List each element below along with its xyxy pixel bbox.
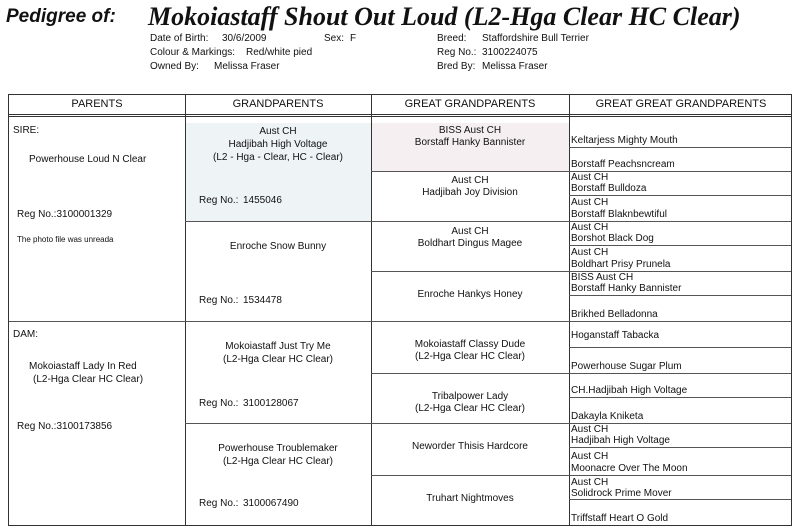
sire-reg: Reg No.:3100001329 — [17, 209, 113, 220]
gggp13-line2: Hadjibah High Voltage — [571, 435, 670, 446]
ggp6-line1: Tribalpower Lady — [431, 391, 509, 402]
gggp1-line1: Keltarjess Mighty Mouth — [571, 135, 678, 146]
gggp15-line2: Solidrock Prime Mover — [571, 488, 672, 499]
bredby-value: Melissa Fraser — [482, 61, 548, 72]
gp1-line3: (L2 - Hga - Clear, HC - Clear) — [212, 152, 344, 163]
ggp5-line1: Mokoiastaff Classy Dude — [414, 339, 526, 350]
sire-name: Powerhouse Loud N Clear — [29, 154, 147, 165]
gp3-reg: 3100128067 — [243, 398, 299, 409]
ggp2-line2: Hadjibah Joy Division — [422, 187, 518, 198]
ggp4-line1: Enroche Hankys Honey — [417, 289, 523, 300]
col-parents: PARENTS — [71, 98, 123, 110]
ggp1-line1: BISS Aust CH — [438, 125, 502, 136]
reg-value: 3100224075 — [482, 47, 538, 58]
gp2-reg: 1534478 — [243, 295, 282, 306]
gp3-line2: (L2-Hga Clear HC Clear) — [222, 354, 334, 365]
ggp8-line1: Truhart Nightmoves — [426, 493, 514, 504]
dob-value: 30/6/2009 — [222, 33, 267, 44]
gp1-reg: 1455046 — [243, 195, 282, 206]
col-great-great-grandparents: GREAT GREAT GRANDPARENTS — [595, 98, 767, 110]
gggp11-line1: CH.Hadjibah High Voltage — [571, 385, 688, 396]
ggp1-line2: Borstaff Hanky Bannister — [414, 137, 526, 148]
breed-label: Breed: — [437, 33, 467, 44]
dog-name-title: Mokoiastaff Shout Out Loud (L2-Hga Clear HC Clear) — [148, 2, 741, 31]
gggp5-line2: Borshot Black Dog — [571, 233, 654, 244]
gggp9-line1: Hoganstaff Tabacka — [571, 330, 660, 341]
gp1-line1: Aust CH — [259, 126, 297, 137]
gggp3-line1: Aust CH — [571, 172, 609, 183]
gggp12-line1: Dakayla Kniketa — [571, 411, 644, 422]
gp4-reg: 3100067490 — [243, 498, 299, 509]
gggp2-line1: Borstaff Peachsncream — [571, 159, 675, 170]
gp1-line2: Hadjibah High Voltage — [228, 139, 328, 150]
gp3-reg-label: Reg No.: — [199, 398, 239, 409]
gggp8-line1: Brikhed Belladonna — [571, 309, 658, 320]
col-grandparents: GRANDPARENTS — [232, 98, 324, 110]
colour-label: Colour & Markings: — [150, 47, 236, 58]
bredby-label: Bred By: — [437, 61, 476, 72]
gggp14-line1: Aust CH — [571, 451, 609, 462]
sire-photo-note: The photo file was unreada — [17, 235, 114, 244]
breed-value: Staffordshire Bull Terrier — [482, 33, 589, 44]
gggp16-line1: Triffstaff Heart O Gold — [571, 513, 669, 524]
dam-reg: Reg No.:3100173856 — [17, 421, 113, 432]
pedigree-label: Pedigree of: — [6, 6, 116, 27]
sire-label: SIRE: — [13, 125, 40, 136]
owner-label: Owned By: — [150, 61, 199, 72]
colour-value: Red/white pied — [246, 47, 313, 58]
ggp3-line2: Boldhart Dingus Magee — [417, 238, 523, 249]
gp1-reg-label: Reg No.: — [199, 195, 239, 206]
gp4-line2: (L2-Hga Clear HC Clear) — [222, 456, 334, 467]
gggp14-line2: Moonacre Over The Moon — [571, 463, 688, 474]
ggp3-line1: Aust CH — [451, 226, 489, 237]
gggp4-line1: Aust CH — [571, 197, 609, 208]
gggp10-line1: Powerhouse Sugar Plum — [571, 361, 682, 372]
gggp7-line2: Borstaff Hanky Bannister — [571, 283, 682, 294]
sex-value: F — [350, 33, 357, 44]
dam-name: Mokoiastaff Lady In Red — [29, 361, 137, 372]
gp2-line1: Enroche Snow Bunny — [229, 241, 327, 252]
gggp15-line1: Aust CH — [571, 477, 609, 488]
gp4-line1: Powerhouse Troublemaker — [218, 443, 338, 454]
pedigree-table — [8, 94, 792, 526]
ggp5-line2: (L2-Hga Clear HC Clear) — [414, 351, 526, 362]
gggp7-line1: BISS Aust CH — [571, 272, 634, 283]
sex-label: Sex: — [324, 33, 345, 44]
gp3-line1: Mokoiastaff Just Try Me — [225, 341, 331, 352]
ggp6-line2: (L2-Hga Clear HC Clear) — [414, 403, 526, 414]
gggp6-line2: Boldhart Prisy Prunela — [571, 259, 671, 270]
dob-label: Date of Birth: — [150, 33, 209, 44]
dam-label: DAM: — [13, 329, 38, 340]
gggp3-line2: Borstaff Bulldoza — [571, 183, 647, 194]
gggp5-line1: Aust CH — [571, 222, 609, 233]
ggp7-line1: Neworder Thisis Hardcore — [412, 441, 528, 452]
col-great-grandparents: GREAT GRANDPARENTS — [404, 98, 536, 110]
owner-value: Melissa Fraser — [214, 61, 280, 72]
gp2-reg-label: Reg No.: — [199, 295, 239, 306]
gggp6-line1: Aust CH — [571, 247, 609, 258]
gggp4-line2: Borstaff Blaknbewtiful — [571, 209, 667, 220]
ggp2-line1: Aust CH — [451, 175, 489, 186]
dam-name-line2: (L2-Hga Clear HC Clear) — [33, 374, 144, 385]
gp4-reg-label: Reg No.: — [199, 498, 239, 509]
gggp13-line1: Aust CH — [571, 424, 609, 435]
reg-label: Reg No.: — [437, 47, 477, 58]
